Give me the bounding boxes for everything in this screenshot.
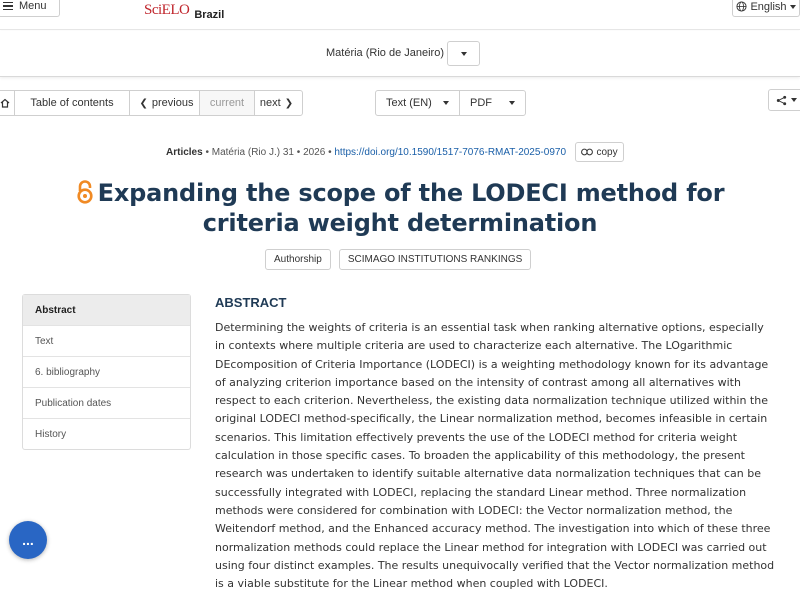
separator: •: [325, 146, 335, 158]
open-access-icon: [76, 180, 94, 204]
chevron-down-icon: [461, 52, 467, 56]
abstract-heading: ABSTRACT: [215, 295, 287, 310]
chevron-right-icon: ❯: [284, 97, 294, 109]
separator: •: [294, 146, 304, 158]
journal-dropdown-button[interactable]: [447, 41, 480, 66]
globe-icon: [736, 1, 747, 12]
sidebar-item-publication-dates[interactable]: Publication dates: [23, 388, 190, 419]
table-of-contents-button[interactable]: [15, 91, 130, 115]
journal-name[interactable]: Matéria (Rio de Janeiro): [326, 47, 444, 59]
language-label: English: [750, 0, 787, 13]
sidebar-item-text[interactable]: Text: [23, 326, 190, 357]
next-button[interactable]: [255, 91, 302, 115]
text-format-dropdown[interactable]: [376, 91, 460, 115]
sidebar-item-abstract[interactable]: Abstract: [23, 295, 190, 326]
article-title-heading: [30, 178, 770, 238]
home-button[interactable]: [0, 91, 15, 115]
section-sidebar: [22, 294, 191, 450]
previous-button[interactable]: [130, 91, 200, 115]
article-tags: [265, 249, 531, 270]
sidebar-item-history[interactable]: History: [35, 428, 67, 440]
chevron-down-icon: [443, 101, 449, 105]
chevron-down-icon: [791, 98, 797, 102]
pdf-dropdown[interactable]: [460, 91, 525, 115]
journal-bar: [0, 31, 800, 77]
site-region: Brazil: [194, 9, 225, 21]
pdf-label: PDF: [470, 97, 492, 109]
article-meta: [166, 142, 624, 162]
article-navigation: [0, 90, 303, 116]
sidebar-item-bibliography[interactable]: 6. bibliography: [23, 357, 190, 388]
chevron-down-icon: [509, 101, 515, 105]
authorship-button[interactable]: Authorship: [265, 249, 331, 270]
article-title: Expanding the scope of the LODECI method for criteria weight determination: [97, 179, 725, 237]
doi-link[interactable]: https://doi.org/10.1590/1517-7076-RMAT-2025-0970: [334, 146, 567, 158]
current-label: current: [209, 97, 245, 109]
home-icon: [0, 98, 10, 108]
more-icon: ...: [22, 532, 34, 548]
section-label: Articles: [166, 146, 203, 158]
previous-label: previous: [151, 97, 194, 109]
separator: •: [202, 146, 212, 158]
logo-text: SciELO: [144, 2, 190, 18]
toc-label: Table of contents: [30, 97, 114, 109]
share-icon: [776, 95, 787, 106]
hamburger-icon: [3, 0, 13, 12]
top-bar: [0, 0, 800, 30]
menu-button[interactable]: [0, 0, 60, 17]
scimago-rankings-button[interactable]: SCIMAGO INSTITUTIONS RANKINGS: [339, 249, 531, 270]
copy-label: copy: [596, 146, 618, 158]
link-icon: [581, 148, 593, 156]
next-label: next: [259, 97, 281, 109]
more-options-button[interactable]: [9, 521, 47, 559]
menu-label: Menu: [19, 0, 47, 12]
language-selector[interactable]: [732, 0, 800, 17]
scielo-logo[interactable]: [144, 2, 224, 26]
chevron-left-icon: ❮: [139, 97, 148, 109]
format-selector: [375, 90, 526, 116]
text-format-label: Text (EN): [386, 97, 432, 109]
abstract-text: Determining the weights of criteria is an essential task when ranking alternative options, especially in contexts where multiple criteria are used to characterize each alternative. The LOgarithmic DEcomposition of Criteria Importance (LODECI) is a weighting methodology known for its advantage of analyzing criterion importance based on the intensity of contrast among all alternatives with respect to each criterion. Nevertheless, the existing data normalization technique utilized within the original LODECI method-specifically, the Linear normalization method, becomes infeasible in certain scenarios. This limitation effectively prevents the use of the LODECI method for criteria weight calculation in those specific cases. To broaden the applicability of this methodology, the present research was undertaken to identify suitable alternative data normalization techniques that can be successfully integrated with LODECI, replacing the standard Linear method. Three normalization methods were considered for combination with LODECI: the Vector normalization method, the Weitendorf method, and the Enhanced accuracy method. The investigation into which of these three normalization methods could replace the Linear method for integration with LODECI was carried out using four distinct examples. The results unequivocally verified that the Vector normalization method is a viable substitute for the Linear method when coupled with LODECI.: [215, 321, 775, 591]
journal-abbrev: Matéria (Rio J.) 31: [211, 146, 294, 158]
chevron-down-icon: [790, 5, 796, 9]
current-button: [200, 91, 255, 115]
copy-doi-button[interactable]: [575, 142, 624, 162]
year: 2026: [303, 146, 326, 158]
share-button[interactable]: [768, 89, 800, 111]
